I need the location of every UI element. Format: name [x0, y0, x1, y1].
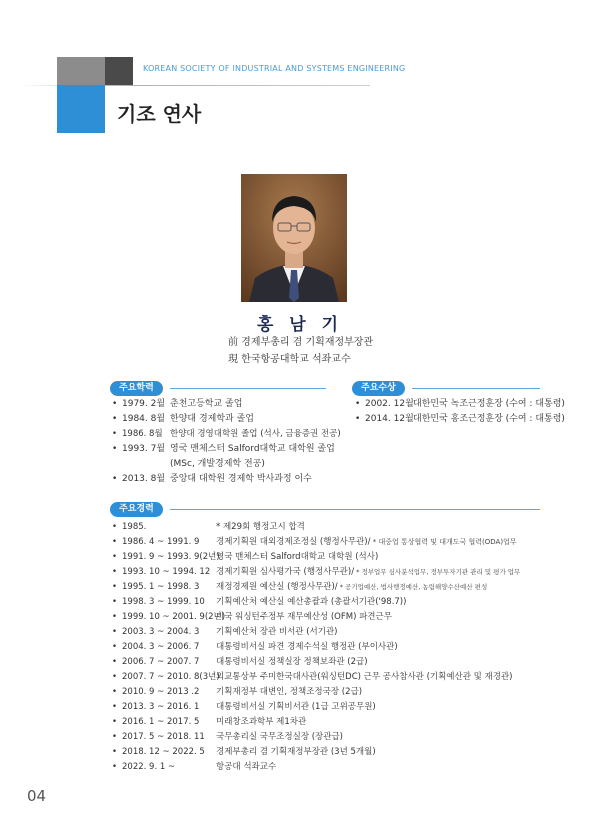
- education-item: • 2013. 8월 중앙대 대학원 경제학 박사과정 이수: [112, 474, 312, 484]
- awards-list: [355, 399, 565, 430]
- speaker-position-former: 前 경제부총리 겸 기획재정부장관: [228, 337, 374, 348]
- career-item: • 1998. 3 ~ 1999. 10 기획예산처 예산실 예산총괄과 (총괄서기관('98.7)): [112, 597, 407, 607]
- portrait-image: [241, 174, 347, 302]
- header-dark-square: [105, 57, 133, 85]
- career-item: • 1991. 9 ~ 1993. 9(2년)영국 맨체스터 Salford대학교 대학원 (석사): [112, 552, 379, 562]
- career-item: • 2017. 5 ~ 2018. 11 국무총리실 국무조정실장 (장관급): [112, 732, 343, 742]
- education-list: [112, 400, 342, 490]
- speaker-name: 홍 남 기: [256, 315, 344, 335]
- career-item: • 2010. 9 ~ 2013 .2 기획재정부 대변인, 정책조정국장 (2급): [112, 687, 363, 697]
- award-item: • 2014. 12월대한민국 홍조근정훈장 (수여 : 대통령): [355, 414, 565, 424]
- award-item: • 2002. 12월대한민국 녹조근정훈장 (수여 : 대통령): [355, 399, 565, 409]
- career-item: • 2018. 12 ~ 2022. 5 경제부총리 겸 기획재정부장관 (3년 5개월): [112, 747, 376, 757]
- education-item: • 1986. 8월 한양대 경영대학원 졸업 (석사, 금융증권 전공): [112, 429, 341, 439]
- career-list: [112, 523, 552, 783]
- career-item: • 1986. 4 ~ 1991. 9 경제기획원 대외경제조정실 (행정사무관)/ * 대중업 통상협력 및 대개도국 협력(ODA)업무: [112, 537, 517, 547]
- education-item-continuation: (MSc, 개발경제학 전공): [170, 459, 265, 469]
- page-title: 기조 연사: [117, 102, 202, 126]
- career-badge: 주요경력: [110, 502, 163, 517]
- career-item: • 1995. 1 ~ 1998. 3 재정경제원 예산실 (행정사무관)/ * 공기업예산, 법사행정예산, 농림해양수산예산 편성: [112, 582, 488, 592]
- education-rule: [170, 388, 326, 389]
- career-item: • 2022. 9. 1 ~ 항공대 석좌교수: [112, 762, 277, 772]
- education-item: • 1984. 8월 한양대 경제학과 졸업: [112, 414, 254, 424]
- education-item: • 1979. 2월 춘천고등학교 졸업: [112, 399, 243, 409]
- career-item: • 2007. 7 ~ 2010. 8(3년)외교통상부 주미한국대사관(워싱턴DC) 근무 공사참사관 (기획예산관 및 재경관): [112, 672, 513, 682]
- education-badge: 주요학력: [110, 381, 163, 396]
- header-blue-square: [57, 85, 105, 133]
- career-item: • 1993. 10 ~ 1994. 12 경제기획원 심사평가국 (행정사무관)/ * 정부업무 심사분석업무, 정부투자기관 관리 및 평가 업무: [112, 567, 521, 577]
- header-gray-square: [57, 57, 105, 85]
- career-item: • 2003. 3 ~ 2004. 3 기획예산처 장관 비서관 (서기관): [112, 627, 338, 637]
- career-item: • 2013. 3 ~ 2016. 1 대통령비서실 기획비서관 (1급 고위공무원): [112, 702, 376, 712]
- speaker-position-current: 現 한국항공대학교 석좌교수: [228, 354, 351, 365]
- career-item: • 2006. 7 ~ 2007. 7 대통령비서실 정책실장 정책보좌관 (2급): [112, 657, 368, 667]
- career-item: • 2004. 3 ~ 2006. 7 대통령비서실 파견 경제수석실 행정관 (부이사관): [112, 642, 398, 652]
- career-item: • 1999. 10 ~ 2001. 9(2년)미국 워싱턴주정부 재무예산성 (OFM) 파견근무: [112, 612, 392, 622]
- education-item: • 1993. 7월 영국 맨체스터 Salford대학교 대학원 졸업: [112, 444, 335, 454]
- awards-rule: [412, 388, 540, 389]
- awards-badge: 주요수상: [352, 381, 405, 396]
- speaker-portrait: [241, 174, 347, 302]
- society-name: KOREAN SOCIETY OF INDUSTRIAL AND SYSTEMS ENGINEERING: [143, 64, 406, 73]
- page-number: 04: [27, 787, 47, 805]
- career-item: • 2016. 1 ~ 2017. 5 미래창조과학부 제1차관: [112, 717, 307, 727]
- career-rule: [170, 509, 540, 510]
- career-item: • 1985. * 제29회 행정고시 합격: [112, 522, 305, 532]
